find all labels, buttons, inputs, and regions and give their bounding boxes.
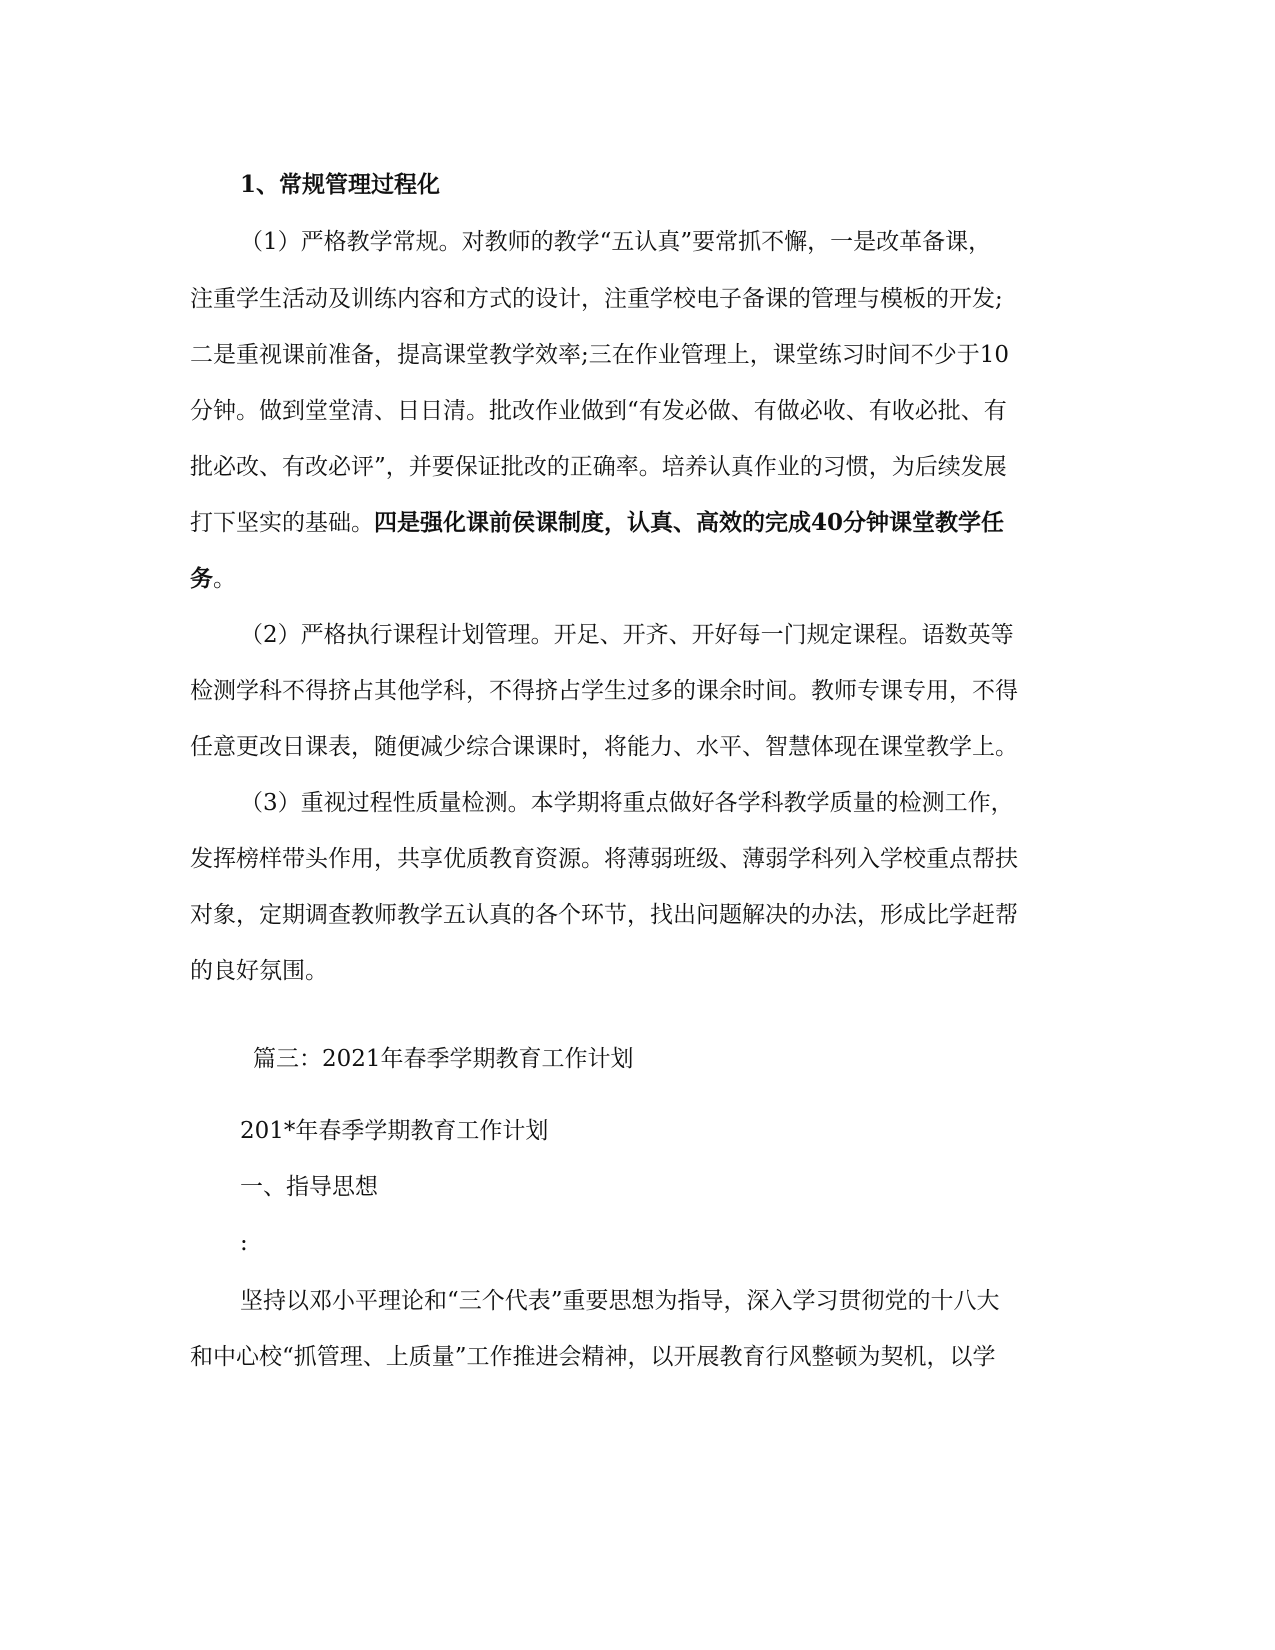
paragraph-line: 发挥榜样带头作用，共享优质教育资源。将薄弱班级、薄弱学科列入学校重点帮扶 bbox=[190, 846, 1018, 872]
paragraph-line: （2）严格执行课程计划管理。开足、开齐、开好每一门规定课程。语数英等 bbox=[240, 622, 1014, 648]
section-heading: 一、指导思想 bbox=[240, 1174, 378, 1200]
document-subtitle: 201*年春季学期教育工作计划 bbox=[240, 1118, 549, 1144]
paragraph-line: 分钟。做到堂堂清、日日清。批改作业做到“有发必做、有做必收、有收必批、有 bbox=[190, 398, 1007, 424]
chapter-title: 篇三：2021年春季学期教育工作计划 bbox=[253, 1046, 634, 1072]
paragraph-line bbox=[190, 508, 1004, 538]
paragraph-line: （3）重视过程性质量检测。本学期将重点做好各学科教学质量的检测工作， bbox=[240, 790, 1014, 816]
text-bold: 四是强化课前侯课制度，认真、高效的完成40分钟课堂教学任 bbox=[374, 509, 1005, 536]
paragraph-line: 批必改、有改必评”，并要保证批改的正确率。培养认真作业的习惯，为后续发展 bbox=[190, 454, 1007, 480]
section-heading: 1、常规管理过程化 bbox=[240, 171, 441, 198]
paragraph-line: 二是重视课前准备，提高课堂教学效率;三在作业管理上，课堂练习时间不少于10 bbox=[190, 342, 1010, 368]
paragraph-line: 注重学生活动及训练内容和方式的设计，注重学校电子备课的管理与模板的开发; bbox=[190, 286, 1003, 312]
paragraph-line: （1）严格教学常规。对教师的教学“五认真”要常抓不懈，一是改革备课， bbox=[240, 229, 992, 255]
paragraph-line: 检测学科不得挤占其他学科，不得挤占学生过多的课余时间。教师专课专用，不得 bbox=[190, 678, 1018, 704]
paragraph-line bbox=[190, 564, 236, 594]
paragraph-line: 和中心校“抓管理、上质量”工作推进会精神，以开展教育行风整顿为契机，以学 bbox=[190, 1344, 996, 1370]
paragraph-line: 坚持以邓小平理论和“三个代表”重要思想为指导，深入学习贯彻党的十八大 bbox=[240, 1288, 1000, 1314]
text-normal: 。 bbox=[213, 566, 236, 592]
text-bold: 务 bbox=[190, 565, 213, 592]
paragraph-line: 任意更改日课表，随便减少综合课课时，将能力、水平、智慧体现在课堂教学上。 bbox=[190, 734, 1018, 760]
paragraph-line: 对象，定期调查教师教学五认真的各个环节，找出问题解决的办法，形成比学赶帮 bbox=[190, 902, 1018, 928]
text-normal: 打下坚实的基础。 bbox=[190, 510, 374, 536]
paragraph-line: 的良好氛围。 bbox=[190, 958, 328, 984]
colon-mark: : bbox=[240, 1230, 248, 1256]
